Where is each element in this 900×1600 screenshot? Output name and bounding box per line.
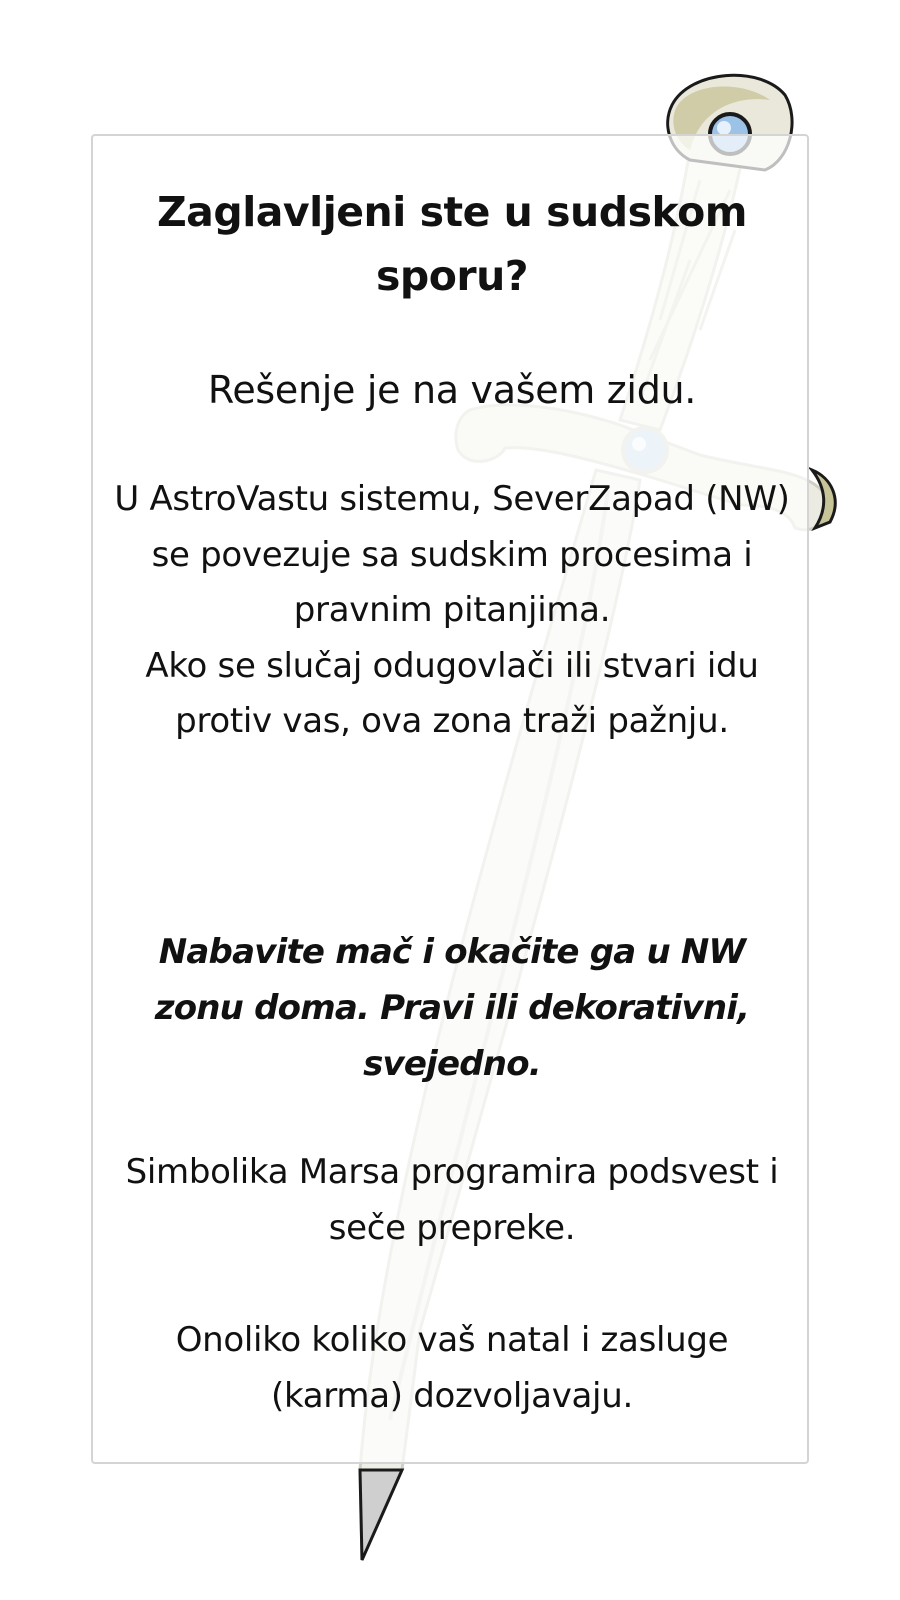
explanation-line-2: Ako se slučaj odugovlači ili stvari idu protiv vas, ova zona traži pažnju. xyxy=(145,645,759,741)
card-lead: Rešenje je na vašem zidu. xyxy=(207,368,697,412)
sword-tip xyxy=(360,1470,402,1560)
explanation-line-1: U AstroVastu sistemu, SeverZapad (NW) se povezuje sa sudskim procesima i pravnim pitanjima. xyxy=(114,479,790,630)
card-symbolism: Simbolika Marsa programira podsvest i seče prepreke. xyxy=(125,1152,779,1248)
card-explanation xyxy=(113,472,791,750)
info-card xyxy=(91,134,809,1464)
pommel-gem-highlight xyxy=(717,121,731,135)
card-headline: Zaglavljeni ste u sudskom sporu? xyxy=(156,188,748,300)
card-call-to-action: Nabavite mač i okačite ga u NW zonu doma. Pravi ili dekorativni, svejedno. xyxy=(154,932,750,1084)
card-closing: Onoliko koliko vaš natal i zasluge (karma) dozvoljavaju. xyxy=(175,1320,729,1416)
